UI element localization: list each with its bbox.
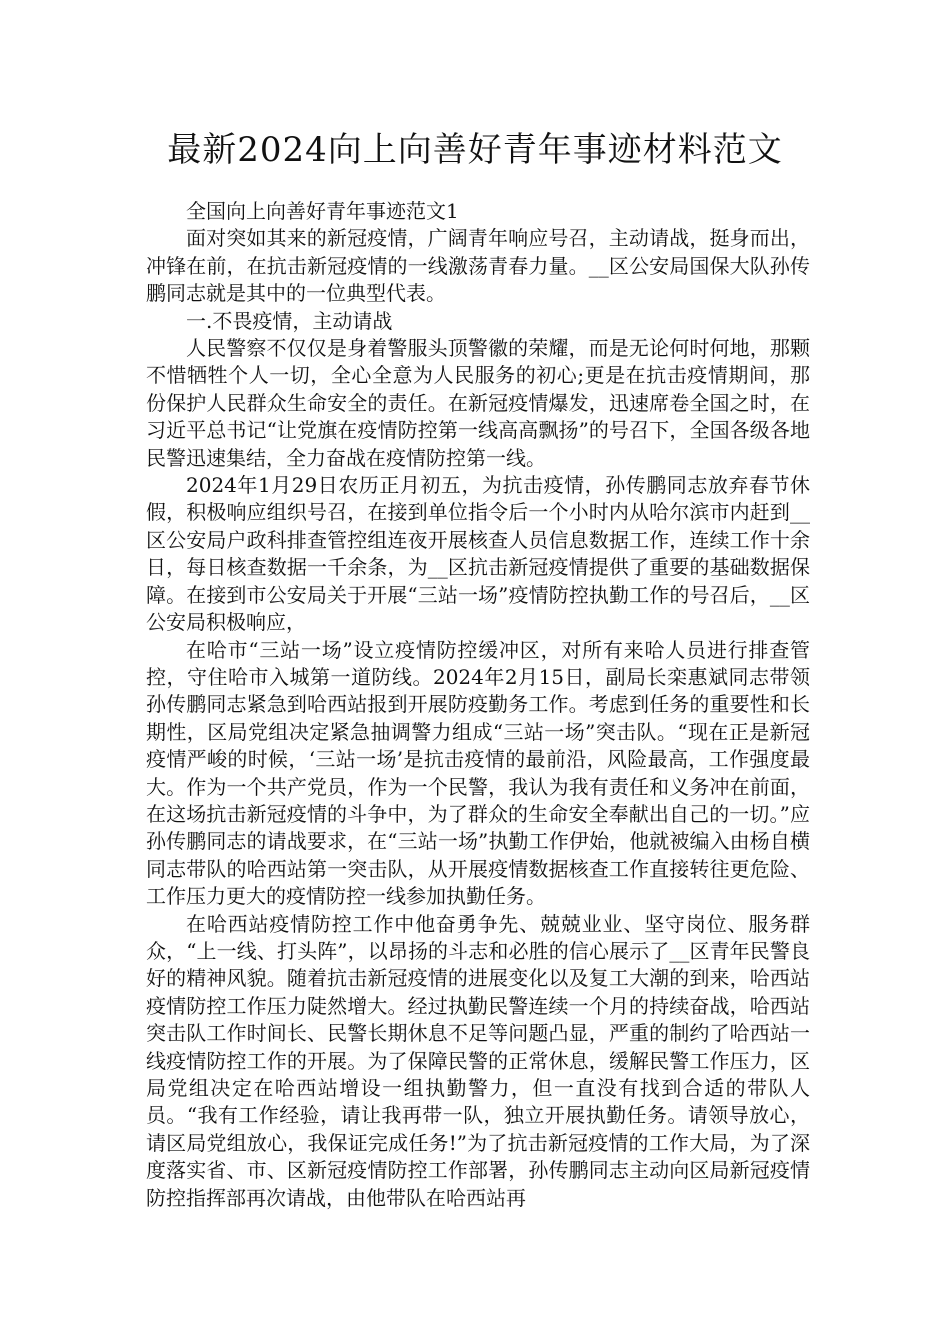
document-title: 最新2024向上向善好青年事迹材料范文 xyxy=(167,130,783,170)
paragraph: 面对突如其来的新冠疫情，广阔青年响应号召，主动请战，挺身而出，冲锋在前，在抗击新冠疫情的一线激荡青春力量。__区公安局国保大队孙传鹏同志就是其中的一位典型代表。 xyxy=(146,226,810,306)
document-body xyxy=(146,198,810,1212)
paragraph: 在哈西站疫情防控工作中他奋勇争先、兢兢业业、坚守岗位、服务群众，“上一线、打头阵”，以昂扬的斗志和必胜的信心展示了__区青年民警良好的精神风貌。随着抗击新冠疫情的进展变化以及复工大潮的到来，哈西站疫情防控工作压力陡然增大。经过执勤民警连续一个月的持续奋战，哈西站突击队工作时间长、民警长期休息不足等问题凸显，严重的制约了哈西站一线疫情防控工作的开展。为了保障民警的正常休息，缓解民警工作压力，区局党组决定在哈西站增设一组执勤警力，但一直没有找到合适的带队人员。“我有工作经验，请让我再带一队，独立开展执勤任务。请领导放心，请区局党组放心，我保证完成任务!”为了抗击新冠疫情的工作大局，为了深度落实省、市、区新冠疫情防控工作部署，孙传鹏同志主动向区局新冠疫情防控指挥部再次请战，由他带队在哈西站再 xyxy=(146,911,810,1210)
paragraph: 2024年1月29日农历正月初五，为抗击疫情，孙传鹏同志放弃春节休假，积极响应组织号召，在接到单位指令后一个小时内从哈尔滨市内赶到__区公安局户政科排查管控组连夜开展核查人员信息数据工作，连续工作十余日，每日核查数据一千余条，为__区抗击新冠疫情提供了重要的基础数据保障。在接到市公安局关于开展“三站一场”疫情防控执勤工作的号召后，__区公安局积极响应， xyxy=(146,473,810,635)
section-heading: 全国向上向善好青年事迹范文1 xyxy=(186,199,459,223)
paragraph: 在哈市“三站一场”设立疫情防控缓冲区，对所有来哈人员进行排查管控，守住哈市入城第一道防线。2024年2月15日，副局长栾惠斌同志带领孙传鹏同志紧急到哈西站报到开展防疫勤务工作。考虑到任务的重要性和长期性，区局党组决定紧急抽调警力组成“三站一场”突击队。“现在正是新冠疫情严峻的时候，‘三站一场’是抗击疫情的最前沿，风险最高，工作强度最大。作为一个共产党员，作为一个民警，我认为我有责任和义务冲在前面，在这场抗击新冠疫情的斗争中，为了群众的生命安全奉献出自己的一切。”应孙传鹏同志的请战要求，在“三站一场”执勤工作伊始，他就被编入由杨自横同志带队的哈西站第一突击队，从开展疫情数据核查工作直接转往更危险、工作压力更大的疫情防控一线参加执勤任务。 xyxy=(146,637,810,909)
subsection-heading: 一.不畏疫情，主动请战 xyxy=(186,308,393,333)
paragraph: 人民警察不仅仅是身着警服头顶警徽的荣耀，而是无论何时何地，那颗不惜牺牲个人一切，全心全意为人民服务的初心;更是在抗击疫情期间，那份保护人民群众生命安全的责任。在新冠疫情爆发，迅速席卷全国之时，在习近平总书记“让党旗在疫情防控第一线高高飘扬”的号召下，全国各级各地民警迅速集结，全力奋战在疫情防控第一线。 xyxy=(146,336,810,470)
